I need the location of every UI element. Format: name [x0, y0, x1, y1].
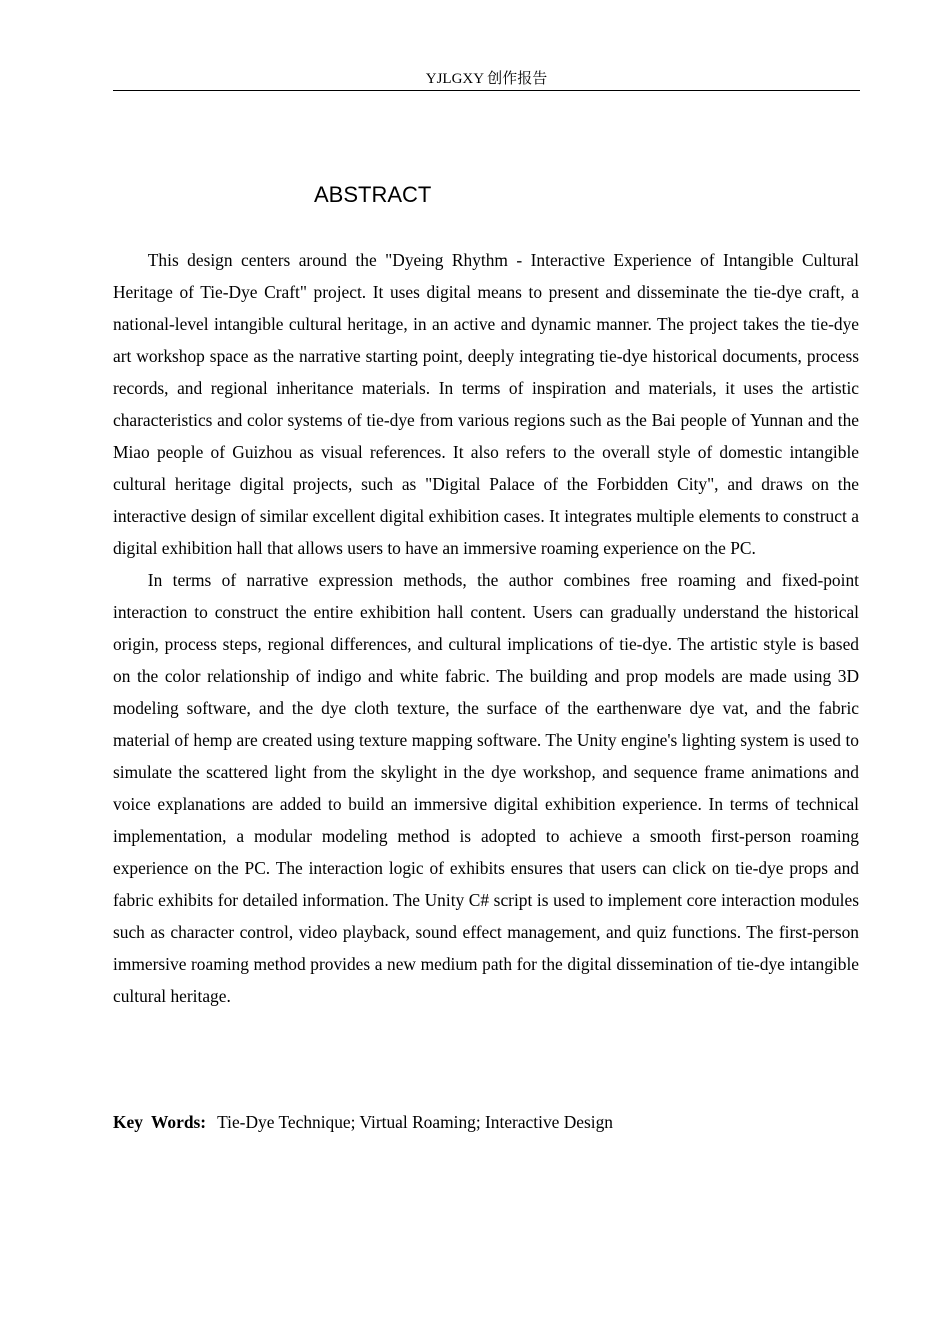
- abstract-paragraph-2: In terms of narrative expression methods, the author combines free roaming and fixed-point interaction to construct the entire exhibition hall content. Users can gradually understand the historical origin, process steps, regional differences, and cultural implications of tie-dye. The artistic style is based on the color relationship of indigo and white fabric. The building and prop models are made using 3D modeling software, and the dye cloth texture, the surface of the earthenware dye vat, and the fabric material of hemp are created using texture mapping software. The Unity engine's lighting system is used to simulate the scattered light from the skylight in the dye workshop, and sequence frame animations and voice explanations are added to build an immersive digital exhibition experience. In terms of technical implementation, a modular modeling method is adopted to achieve a smooth first-person roaming experience on the PC. The interaction logic of exhibits ensures that users can click on tie-dye props and fabric exhibits for detailed information. The Unity C# script is used to implement core interaction modules such as character control, video playback, sound effect management, and quiz functions. The first-person immersive roaming method provides a new medium path for the digital dissemination of tie-dye intangible cultural heritage.: [113, 570, 859, 1006]
- keywords-label: Key Words:: [113, 1112, 207, 1132]
- keywords-value: Tie-Dye Technique; Virtual Roaming; Interactive Design: [217, 1112, 613, 1132]
- abstract-title: ABSTRACT: [314, 182, 432, 207]
- header-text: YJLGXY 创作报告: [425, 71, 548, 87]
- abstract-paragraph-1: This design centers around the "Dyeing Rhythm - Interactive Experience of Intangible Cultural Heritage of Tie-Dye Craft" project. It uses digital means to present and disseminate the tie-dye craft, a national-level intangible cultural heritage, in an active and dynamic manner. The project takes the tie-dye art workshop space as the narrative starting point, deeply integrating tie-dye historical documents, process records, and regional inheritance materials. In terms of inspiration and materials, it uses the artistic characteristics and color systems of tie-dye from various regions such as the Bai people of Yunnan and the Miao people of Guizhou as visual references. It also refers to the overall style of domestic intangible cultural heritage digital projects, such as "Digital Palace of the Forbidden City", and draws on the interactive design of similar excellent digital exhibition cases. It integrates multiple elements to construct a digital exhibition hall that allows users to have an immersive roaming experience on the PC.: [113, 250, 859, 558]
- page-header: [113, 68, 860, 91]
- keywords-line: [113, 1106, 859, 1138]
- abstract-body: [113, 244, 859, 1012]
